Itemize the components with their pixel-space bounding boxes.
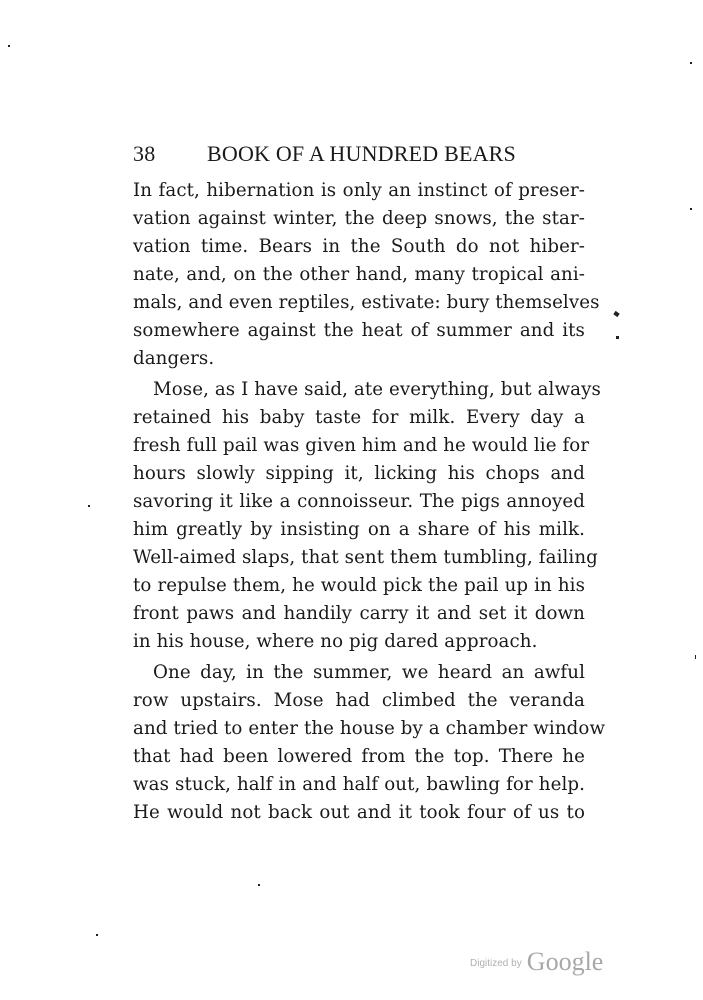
text-line: that had been lowered from the top. There he xyxy=(133,746,585,767)
running-title: BOOK OF A HUNDRED BEARS xyxy=(207,141,516,166)
scan-speck xyxy=(96,934,98,936)
digitized-watermark xyxy=(470,947,603,977)
page-number: 38 xyxy=(133,141,156,166)
text-line: him greatly by insisting on a share of his milk. xyxy=(133,519,585,540)
text-line: He would not back out and it took four of us to xyxy=(133,802,585,823)
text-line: fresh full pail was given him and he would lie for xyxy=(133,435,590,456)
text-line: dangers. xyxy=(133,348,215,369)
scan-speck xyxy=(258,884,260,886)
text-line: Mose, as I have said, ate everything, but always xyxy=(153,379,601,400)
scan-speck xyxy=(690,208,692,210)
text-line: row upstairs. Mose had climbed the veranda xyxy=(133,690,585,711)
text-line: hours slowly sipping it, licking his chops and xyxy=(133,463,585,484)
watermark-small-text: Digitized by xyxy=(470,958,522,969)
text-line: vation time. Bears in the South do not hiber- xyxy=(133,236,585,257)
text-line: vation against winter, the deep snows, the star- xyxy=(133,208,585,229)
text-line: front paws and handily carry it and set it down xyxy=(133,603,585,624)
text-line: nate, and, on the other hand, many tropical ani- xyxy=(133,264,585,285)
text-line: Well-aimed slaps, that sent them tumbling, failing xyxy=(133,547,598,568)
text-line: retained his baby taste for milk. Every day a xyxy=(133,407,585,428)
text-line: was stuck, half in and half out, bawling for help. xyxy=(133,774,585,795)
text-line: and tried to enter the house by a chamber window xyxy=(133,718,606,739)
text-line: in his house, where no pig dared approach. xyxy=(133,631,538,652)
text-line: somewhere against the heat of summer and its xyxy=(133,320,585,341)
scan-speck xyxy=(613,311,619,317)
scan-speck xyxy=(690,62,692,64)
text-line: mals, and even reptiles, estivate: bury themselves xyxy=(133,292,600,313)
google-logo: Google xyxy=(526,947,604,976)
scan-speck xyxy=(616,336,619,339)
text-line: savoring it like a connoisseur. The pigs annoyed xyxy=(133,491,585,512)
scan-speck xyxy=(695,655,696,659)
text-line: to repulse them, he would pick the pail up in his xyxy=(133,575,585,596)
scan-speck xyxy=(88,505,90,507)
text-line: In fact, hibernation is only an instinct of preser- xyxy=(133,180,585,201)
scan-speck xyxy=(8,45,10,47)
text-line: One day, in the summer, we heard an awful xyxy=(153,662,585,683)
